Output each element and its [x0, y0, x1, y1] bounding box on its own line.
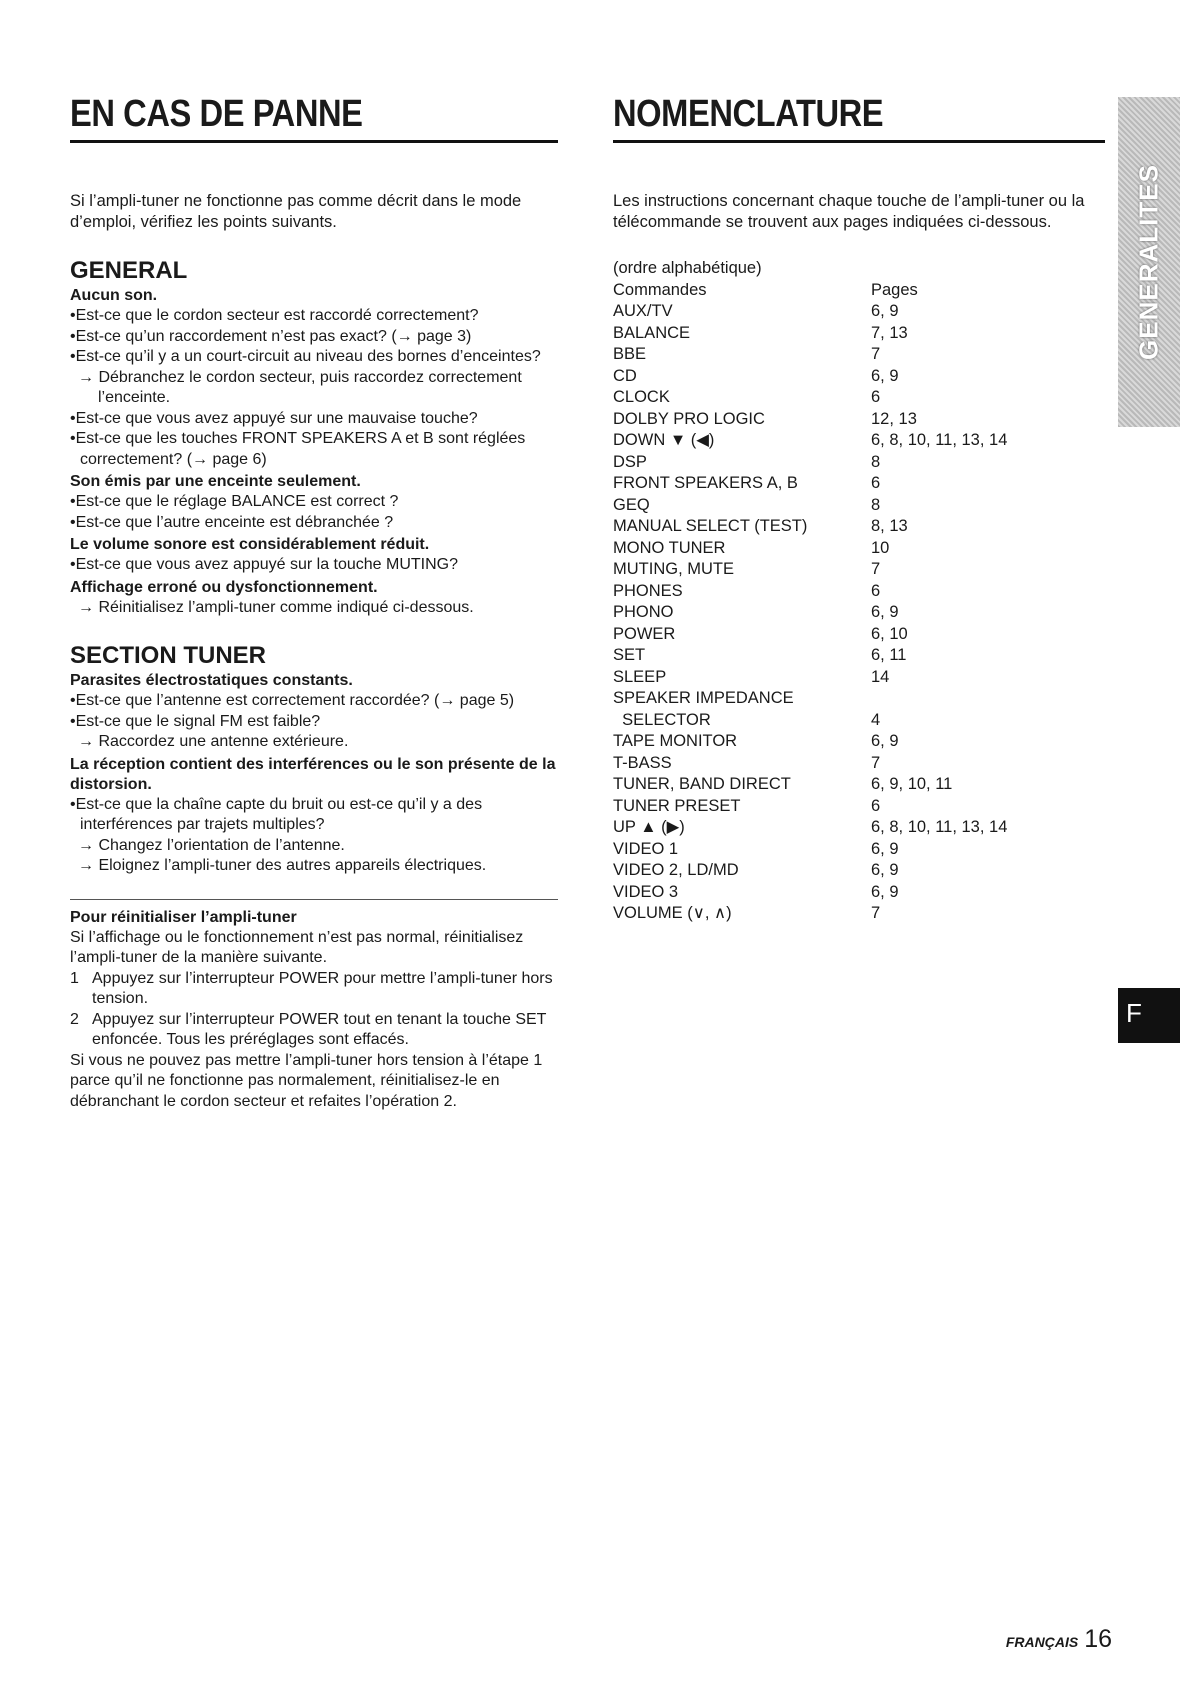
command-name: VIDEO 2, LD/MD	[613, 861, 739, 879]
command-pages: 6	[871, 474, 881, 492]
command-row	[613, 301, 1007, 323]
language-tab	[1118, 988, 1180, 1043]
command-name: MUTING, MUTE	[613, 560, 734, 578]
command-row	[613, 645, 1007, 667]
command-name: DSP	[613, 452, 647, 471]
command-row	[613, 323, 1007, 345]
command-pages: 6	[871, 581, 881, 600]
command-name: TUNER PRESET	[613, 796, 741, 815]
command-name: SPEAKER IMPEDANCE	[613, 689, 794, 707]
command-name: VOLUME (∨, ∧)	[613, 904, 732, 922]
page-title-left: EN CAS DE PANNE	[70, 93, 363, 135]
command-name: GEQ	[613, 495, 650, 514]
command-name: MANUAL SELECT (TEST)	[613, 517, 808, 535]
command-row	[613, 688, 1007, 710]
nomenclature-intro: Les instructions concernant chaque touche de l’ampli-tuner ou la télécommande se trouvent aux pages indiquées ci-dessous.	[613, 192, 1085, 231]
command-row	[613, 366, 1007, 388]
command-row	[613, 839, 1007, 861]
order-label: (ordre alphabétique)	[613, 259, 762, 277]
command-row	[613, 817, 1007, 839]
command-pages: 6, 8, 10, 11, 13, 14	[871, 818, 1008, 836]
command-row	[613, 516, 1007, 538]
command-row	[613, 882, 1007, 904]
command-pages: 14	[871, 667, 890, 686]
reset-step	[70, 969, 558, 1010]
remedy-item: → Débranchez le cordon secteur, puis raccordez correctement l’enceinte.	[78, 368, 522, 406]
command-name: FRONT SPEAKERS A, B	[613, 474, 798, 492]
step-text: Appuyez sur l’interrupteur POWER tout en tenant la touche SET enfoncée. Tous les préréglages sont effacés.	[92, 1010, 547, 1048]
command-name: CLOCK	[613, 388, 670, 406]
command-pages: 6, 8, 10, 11, 13, 14	[871, 431, 1008, 449]
check-item: • Est-ce que vous avez appuyé sur une mauvaise touche?	[70, 409, 558, 430]
command-pages: 6, 9	[871, 732, 899, 750]
reset-title: Pour réinitialiser l’ampli-tuner	[70, 908, 297, 926]
step-text: Appuyez sur l’interrupteur POWER pour mettre l’ampli-tuner hors tension.	[92, 969, 553, 1007]
remedy-item: → Changez l’orientation de l’antenne.	[78, 836, 345, 854]
command-pages: 8	[871, 452, 881, 471]
command-pages: 6, 9	[871, 603, 899, 621]
command-name: AUX/TV	[613, 302, 673, 320]
command-name: DOWN ▼ (◀)	[613, 431, 715, 449]
remedy-item: → Eloignez l’ampli-tuner des autres appareils électriques.	[78, 857, 487, 874]
section-divider	[70, 899, 558, 900]
check-item: • Est-ce que la chaîne capte du bruit ou est-ce qu’il y a des interférences par trajets multiples?	[70, 795, 558, 836]
command-pages: 6	[871, 388, 881, 406]
command-name: TUNER, BAND DIRECT	[613, 775, 791, 793]
command-pages: 7	[871, 345, 881, 363]
command-name: PHONES	[613, 581, 683, 600]
command-row	[613, 581, 1007, 603]
command-row	[613, 796, 1007, 818]
section-tab-label: GENERALITES	[1133, 164, 1164, 360]
command-pages: 6, 9	[871, 302, 899, 320]
check-item: • Est-ce que le signal FM est faible?	[70, 712, 558, 733]
symptom-title: La réception contient des interférences ou le son présente de la distorsion.	[70, 755, 556, 793]
troubleshooting-column	[70, 92, 558, 1112]
step-number: 2	[70, 1010, 79, 1028]
check-item: • Est-ce que l’antenne est correctement raccordée? (→ page 5)	[70, 691, 558, 712]
reset-step	[70, 1010, 558, 1051]
page-number: 16	[1084, 1625, 1112, 1653]
command-row	[613, 538, 1007, 560]
title-rule	[70, 140, 558, 143]
command-name: POWER	[613, 624, 676, 643]
command-pages: 10	[871, 538, 890, 557]
page-footer	[1006, 1625, 1112, 1654]
command-row	[613, 860, 1007, 882]
command-pages: 6, 9	[871, 861, 899, 879]
command-pages: 7	[871, 904, 881, 922]
command-pages: 6, 9, 10, 11	[871, 775, 953, 793]
command-row	[613, 731, 1007, 753]
command-row	[613, 667, 1007, 689]
command-pages	[871, 688, 1007, 710]
reset-note: Si vous ne pouvez pas mettre l’ampli-tuner hors tension à l’étape 1 parce qu’il ne fonctionne pas normalement, réinitialisez-le en débranchant le cordon secteur et refaites l’opération 2.	[70, 1051, 543, 1110]
command-pages: 7	[871, 560, 881, 578]
command-name: MONO TUNER	[613, 538, 726, 557]
language-tab-label: F	[1126, 998, 1142, 1028]
symptom-title: Aucun son.	[70, 287, 158, 304]
section-heading: SECTION TUNER	[70, 642, 267, 669]
command-pages: 6, 11	[871, 646, 907, 664]
intro-text: Si l’ampli-tuner ne fonctionne pas comme décrit dans le mode d’emploi, vérifiez les points suivants.	[70, 192, 522, 231]
command-pages: 4	[871, 710, 881, 729]
command-name: PHONO	[613, 603, 674, 621]
command-row	[613, 409, 1007, 431]
section-heading: GENERAL	[70, 257, 188, 284]
section-tab-generalites	[1118, 97, 1180, 427]
command-pages: 8	[871, 495, 881, 514]
command-row	[613, 774, 1007, 796]
check-item: • Est-ce qu’il y a un court-circuit au niveau des bornes d’enceintes?	[70, 347, 558, 368]
command-row	[613, 753, 1007, 775]
command-name: CD	[613, 366, 637, 385]
title-rule	[613, 140, 1105, 143]
command-name: T-BASS	[613, 753, 672, 772]
command-pages: 6	[871, 796, 881, 815]
footer-language: FRANÇAIS	[1005, 1634, 1079, 1650]
command-name: TAPE MONITOR	[613, 732, 738, 750]
command-row	[613, 473, 1007, 495]
symptom-title: Le volume sonore est considérablement réduit.	[70, 536, 430, 553]
page-title-right: NOMENCLATURE	[613, 93, 884, 135]
step-number: 1	[70, 969, 79, 987]
command-name: VIDEO 1	[613, 839, 679, 858]
command-row	[613, 430, 1007, 452]
command-name: DOLBY PRO LOGIC	[613, 409, 765, 428]
command-pages: 6, 9	[871, 882, 899, 901]
column-header-commands: Commandes	[613, 280, 707, 299]
check-item: • Est-ce que le réglage BALANCE est correct ?	[70, 492, 558, 513]
command-name: BALANCE	[613, 323, 691, 342]
command-row	[613, 559, 1007, 581]
column-header-pages: Pages	[871, 280, 918, 299]
command-name: BBE	[613, 345, 647, 363]
symptom-title: Affichage erroné ou dysfonctionnement.	[70, 578, 378, 596]
command-pages: 7, 13	[871, 323, 908, 342]
command-row	[613, 602, 1007, 624]
troubleshooting-sections	[70, 258, 558, 877]
command-pages: 8, 13	[871, 517, 908, 535]
command-name: SLEEP	[613, 667, 667, 686]
command-row	[613, 710, 1007, 732]
command-index-table	[613, 258, 1007, 925]
nomenclature-column	[613, 92, 1105, 925]
remedy-item: → Raccordez une antenne extérieure.	[78, 733, 349, 750]
symptom-title: Son émis par une enceinte seulement.	[70, 473, 361, 490]
remedy-item: → Réinitialisez l’ampli-tuner comme indiqué ci-dessous.	[78, 598, 474, 616]
command-name: VIDEO 3	[613, 882, 679, 901]
command-pages: 6, 10	[871, 624, 908, 643]
check-item: • Est-ce que l’autre enceinte est débranchée ?	[70, 513, 558, 534]
command-pages: 6, 9	[871, 366, 899, 385]
command-pages: 12, 13	[871, 409, 917, 428]
check-item: • Est-ce que les touches FRONT SPEAKERS A et B sont réglées correctement? (→ page 6)	[70, 429, 558, 470]
command-row	[613, 452, 1007, 474]
reset-intro: Si l’affichage ou le fonctionnement n’est pas normal, réinitialisez l’ampli-tuner de la manière suivante.	[70, 928, 524, 966]
command-row	[613, 624, 1007, 646]
command-name: SELECTOR	[613, 710, 711, 729]
command-row	[613, 387, 1007, 409]
check-item: • Est-ce qu’un raccordement n’est pas exact? (→ page 3)	[70, 327, 558, 348]
command-row	[613, 495, 1007, 517]
command-row	[613, 344, 1007, 366]
command-name: SET	[613, 646, 646, 664]
symptom-title: Parasites électrostatiques constants.	[70, 672, 353, 689]
reset-steps	[70, 969, 558, 1051]
command-row	[613, 903, 1007, 925]
command-pages: 6, 9	[871, 839, 899, 858]
check-item: • Est-ce que vous avez appuyé sur la touche MUTING?	[70, 555, 558, 576]
command-name: UP ▲ (▶)	[613, 818, 685, 836]
check-item: • Est-ce que le cordon secteur est raccordé correctement?	[70, 306, 558, 327]
command-pages: 7	[871, 753, 881, 772]
